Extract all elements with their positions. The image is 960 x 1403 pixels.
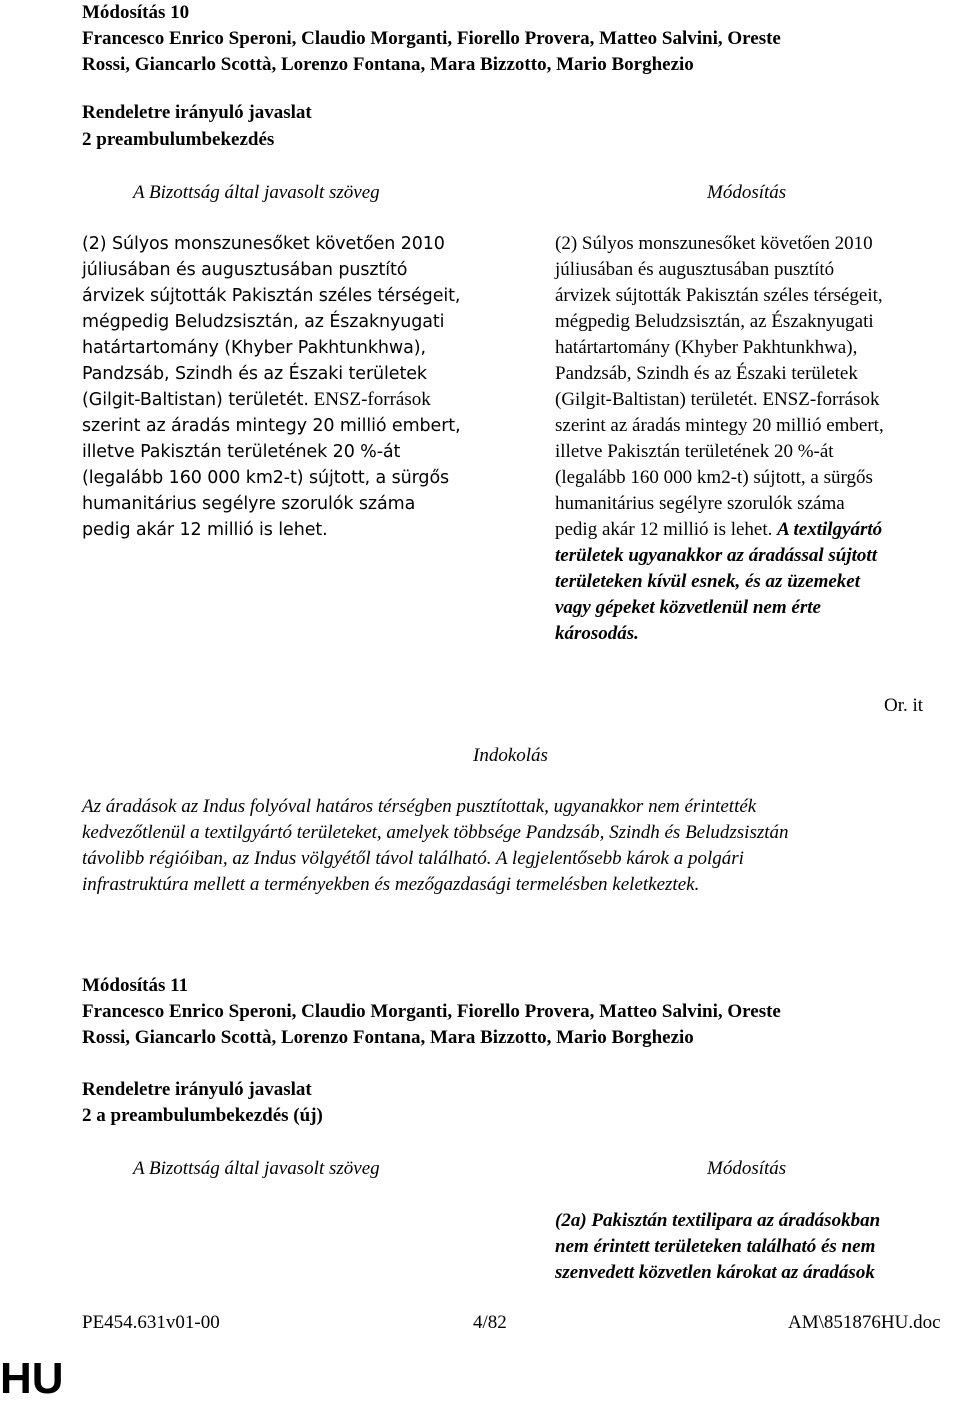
footer-file-name: AM\851876HU.doc <box>788 1312 941 1333</box>
original-text-line: határtartomány (Khyber Pakhtunkhwa), <box>82 338 426 358</box>
amendment-10-proposal: Rendeletre irányuló javaslat <box>82 102 312 123</box>
original-text-line: pedig akár 12 millió is lehet. <box>82 520 328 540</box>
amendment-11-recital: 2 a preambulumbekezdés (új) <box>82 1105 323 1126</box>
inserted-text-line: területek ugyanakkor az áradással sújtott <box>555 545 877 566</box>
amended-text-line: árvizek sújtották Pakisztán széles térségeit, <box>555 285 883 306</box>
amendment-10-authors-line-1: Francesco Enrico Speroni, Claudio Morganti, Fiorello Provera, Matteo Salvini, Oreste <box>82 28 781 49</box>
amended-text-line: határtartomány (Khyber Pakhtunkhwa), <box>555 337 858 358</box>
justification-line: távolibb régióiban, az Indus völgyétől távol található. A legjelentősebb károk a polgári <box>82 848 744 869</box>
amendment-10-authors-line-2: Rossi, Giancarlo Scottà, Lorenzo Fontana, Mara Bizzotto, Mario Borghezio <box>82 54 694 75</box>
original-text-line: (Gilgit-Baltistan) területét. ENSZ-források <box>82 389 431 410</box>
original-text-line: (2) Súlyos monszunesőket követően 2010 <box>82 234 445 254</box>
inserted-text-line: nem érintett területeken található és nem <box>555 1236 876 1257</box>
amendment-10-right-column-header: Módosítás <box>707 182 787 203</box>
amendment-10-title: Módosítás 10 <box>82 2 190 23</box>
amendment-11-right-column-header: Módosítás <box>707 1158 787 1179</box>
amendment-10-original-text <box>82 231 461 543</box>
amended-text-line: (2) Súlyos monszunesőket követően 2010 <box>555 233 873 254</box>
inserted-text-line: szenvedett közvetlen károkat az áradások <box>555 1262 875 1283</box>
amendment-11-amended-text <box>555 1208 880 1286</box>
amended-text-line: szerint az áradás mintegy 20 millió embert, <box>555 415 884 436</box>
amended-text-line: illetve Pakisztán területének 20 %-át <box>555 441 834 462</box>
justification-heading: Indokolás <box>473 745 548 766</box>
justification-text <box>82 794 789 898</box>
inserted-text-line: károsodás. <box>555 623 639 644</box>
inserted-text-line: vagy gépeket közvetlenül nem érte <box>555 597 821 618</box>
amended-text-line: pedig akár 12 millió is lehet. A textilgyártó <box>555 519 883 540</box>
original-text-line: (legalább 160 000 km2-t) sújtott, a sürgős <box>82 468 450 488</box>
amended-text-line: júliusában és augusztusában pusztító <box>555 259 835 280</box>
original-text-line: szerint az áradás mintegy 20 millió embert, <box>82 416 461 436</box>
justification-line: infrastruktúra mellett a terményekben és mezőgazdasági termelésben keletkeztek. <box>82 874 700 895</box>
amendment-10-left-column-header: A Bizottság által javasolt szöveg <box>133 182 380 203</box>
inserted-text-line: (2a) Pakisztán textilipara az áradásokban <box>555 1210 881 1231</box>
amended-text-line: Pandzsáb, Szindh és az Északi területek <box>555 363 858 384</box>
original-text-line: Pandzsáb, Szindh és az Északi területek <box>82 364 427 384</box>
amendment-11-proposal: Rendeletre irányuló javaslat <box>82 1079 312 1100</box>
original-text-line: árvizek sújtották Pakisztán széles térségeit, <box>82 286 461 306</box>
justification-line: Az áradások az Indus folyóval határos térségben pusztítottak, ugyanakkor nem érintették <box>82 796 757 817</box>
amendment-11-authors-line-1: Francesco Enrico Speroni, Claudio Morganti, Fiorello Provera, Matteo Salvini, Oreste <box>82 1001 781 1022</box>
footer-page-number: 4/82 <box>473 1312 507 1333</box>
amended-text-line: (Gilgit-Baltistan) területét. ENSZ-források <box>555 389 880 410</box>
original-language: Or. it <box>884 695 924 716</box>
amendment-11-left-column-header: A Bizottság által javasolt szöveg <box>133 1158 380 1179</box>
amendment-10-amended-text <box>555 231 884 647</box>
footer-document-reference: PE454.631v01-00 <box>82 1312 220 1333</box>
original-text-line: illetve Pakisztán területének 20 %-át <box>82 442 401 462</box>
inserted-text: A textilgyártó <box>777 519 883 540</box>
original-text-line: mégpedig Beludzsisztán, az Északnyugati <box>82 312 445 332</box>
footer-language-code: HU <box>0 1354 64 1403</box>
amended-text-line: (legalább 160 000 km2-t) sújtott, a sürgős <box>555 467 873 488</box>
amendment-10-recital: 2 preambulumbekezdés <box>82 129 275 150</box>
justification-line: kedvezőtlenül a textilgyártó területeket, amelyek többsége Pandzsáb, Szindh és Beludzsisztán <box>82 822 789 843</box>
original-text-line: humanitárius segélyre szorulók száma <box>82 494 416 514</box>
amended-text-line: mégpedig Beludzsisztán, az Északnyugati <box>555 311 874 332</box>
inserted-text-line: területeken kívül esnek, és az üzemeket <box>555 571 861 592</box>
amended-text-line: humanitárius segélyre szorulók száma <box>555 493 845 514</box>
amendment-11-authors-line-2: Rossi, Giancarlo Scottà, Lorenzo Fontana, Mara Bizzotto, Mario Borghezio <box>82 1027 694 1048</box>
amendment-11-title: Módosítás 11 <box>82 975 189 996</box>
original-text-line: júliusában és augusztusában pusztító <box>82 260 408 280</box>
